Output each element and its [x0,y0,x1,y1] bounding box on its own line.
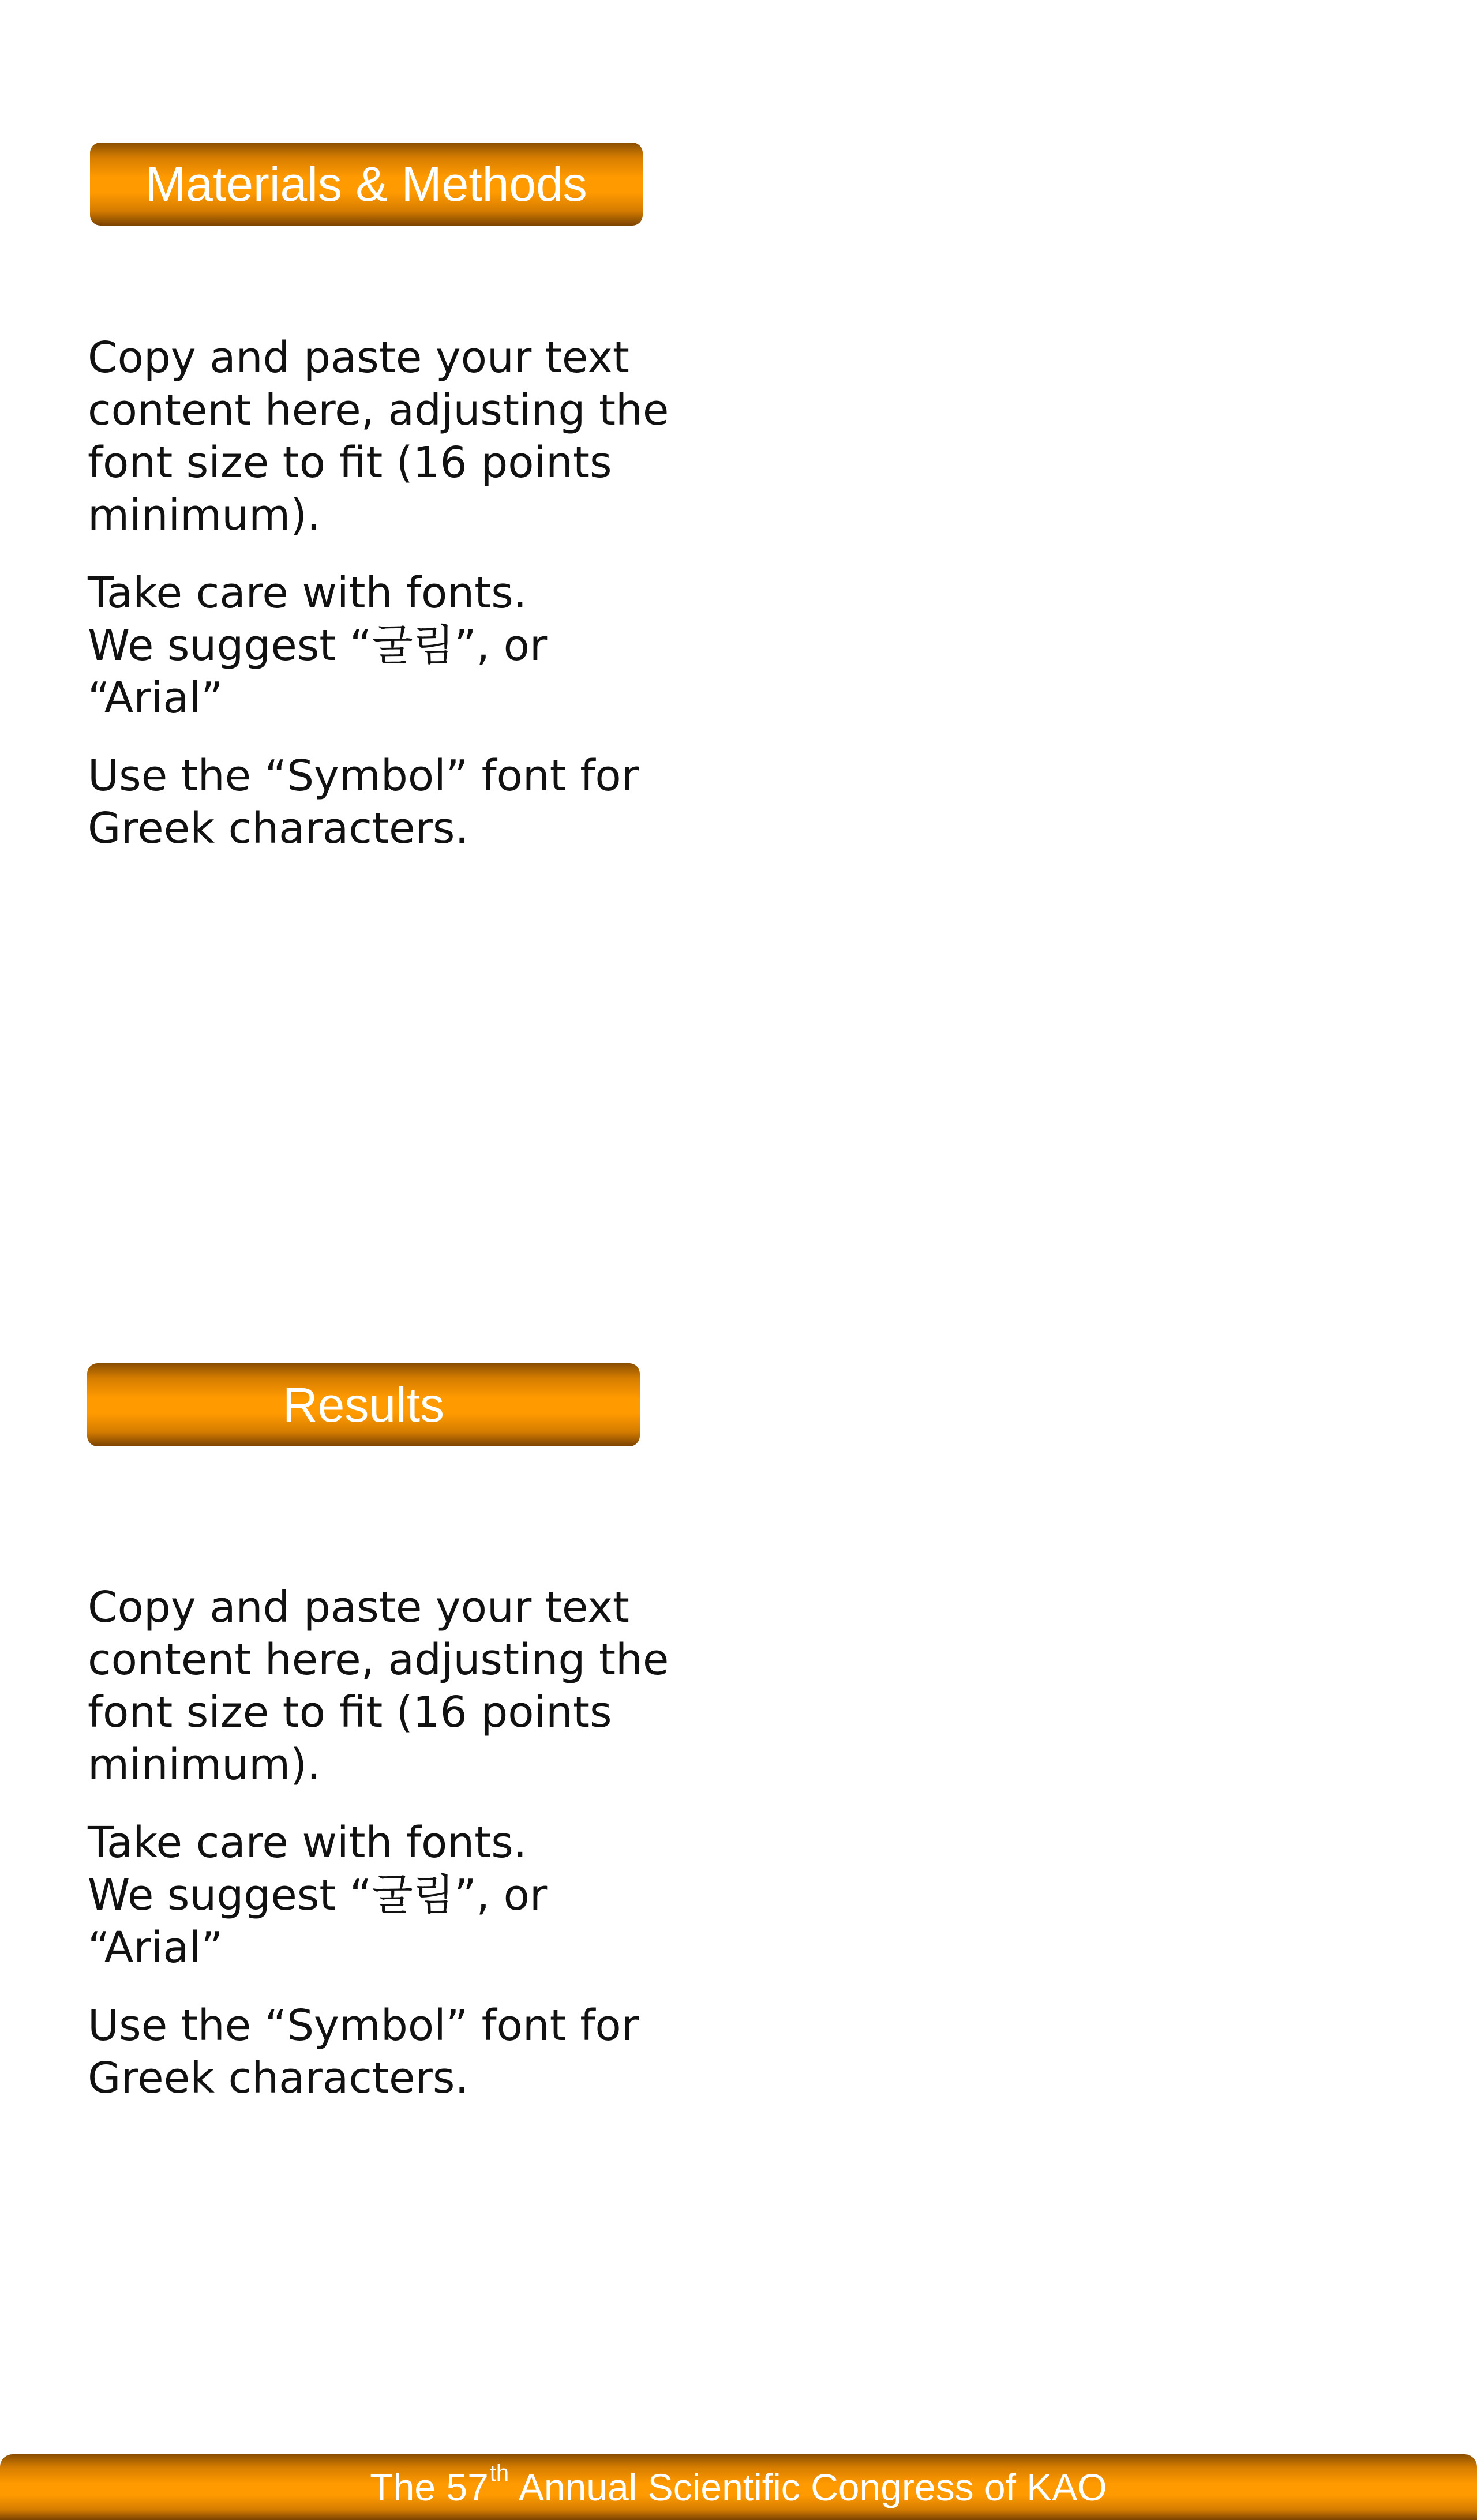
methods-section-title: Materials & Methods [145,156,587,211]
methods-paragraph-1: Copy and paste your text content here, adjusting the font size to fit (16 points minimum). [88,333,669,540]
methods-paragraph-3: Use the “Symbol” font for Greek characters. [88,751,639,853]
results-text-block [88,1581,688,2130]
results-section-header [87,1363,640,1446]
results-paragraph-2: Take care with fonts. We suggest “굴림”, or “Arial” [88,1818,548,1972]
footer-suffix: Annual Scientific Congress of KAO [510,2466,1107,2508]
methods-paragraph-2: Take care with fonts. We suggest “굴림”, or “Arial” [88,568,548,723]
footer-prefix: The 57 [370,2466,489,2508]
results-section-title: Results [282,1377,445,1432]
results-paragraph-3: Use the “Symbol” font for Greek characters. [88,2001,639,2103]
footer-ordinal-suffix: th [489,2460,509,2486]
footer-banner [0,2454,1477,2520]
methods-text-block [88,332,688,880]
methods-section-header [90,142,643,226]
results-paragraph-1: Copy and paste your text content here, adjusting the font size to fit (16 points minimum). [88,1582,669,1790]
